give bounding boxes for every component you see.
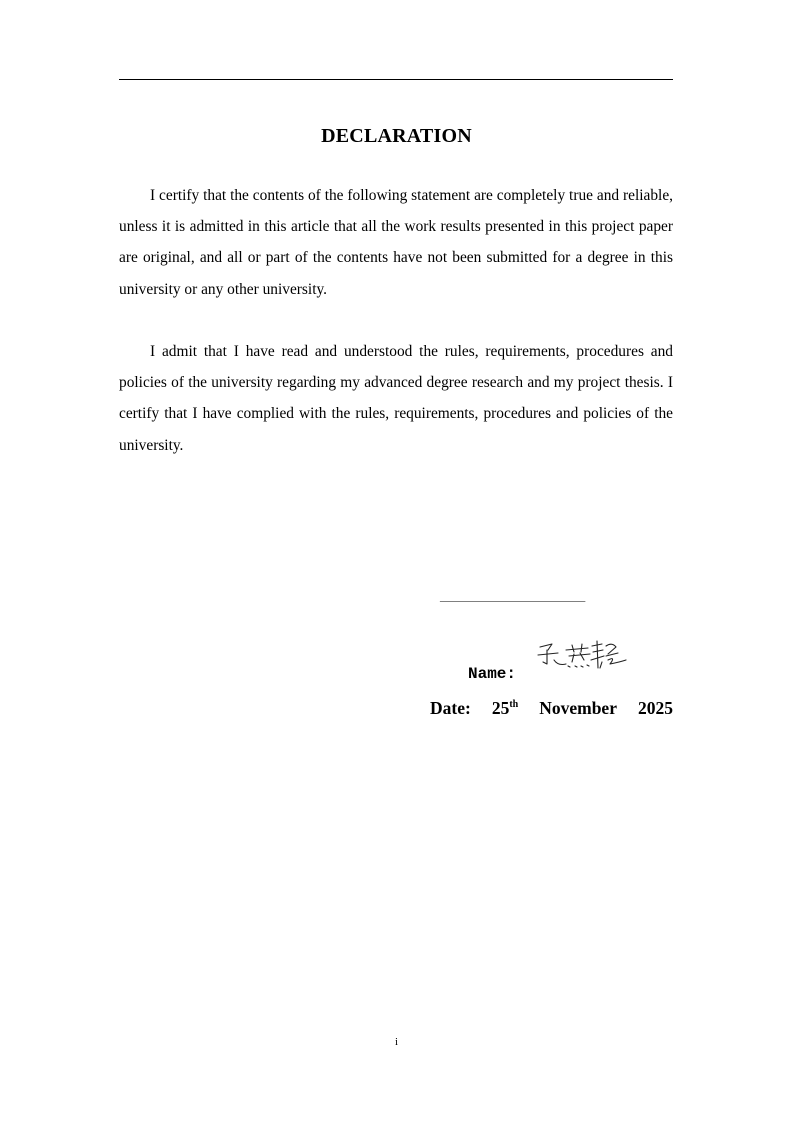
date-day [492,698,518,719]
date-month: November [539,698,617,718]
declaration-paragraph-1: I certify that the contents of the following statement are completely true and reliable, unless it is admitted in this article that all the work results presented in this project paper are original, and all or part of the contents have not been submitted for a degree in this university or any other university. [119,187,673,298]
page-title: DECLARATION [321,125,472,147]
header-rule [119,79,673,80]
date-line [430,698,673,719]
handwritten-signature-icon [536,638,628,678]
page-number: i [394,1036,399,1048]
date-label: Date: [430,698,471,718]
signature-line: _____________________ [440,588,585,603]
date-day-suffix: th [509,699,519,710]
declaration-paragraph-2: I admit that I have read and understood the rules, requirements, procedures and policies of the university regarding my advanced degree research and my project thesis. I certify that I have complied with the rules, requirements, procedures and policies of the university. [119,343,673,454]
date-day-number: 25 [491,698,510,718]
name-label: Name: [468,665,517,683]
date-year: 2025 [637,698,673,718]
